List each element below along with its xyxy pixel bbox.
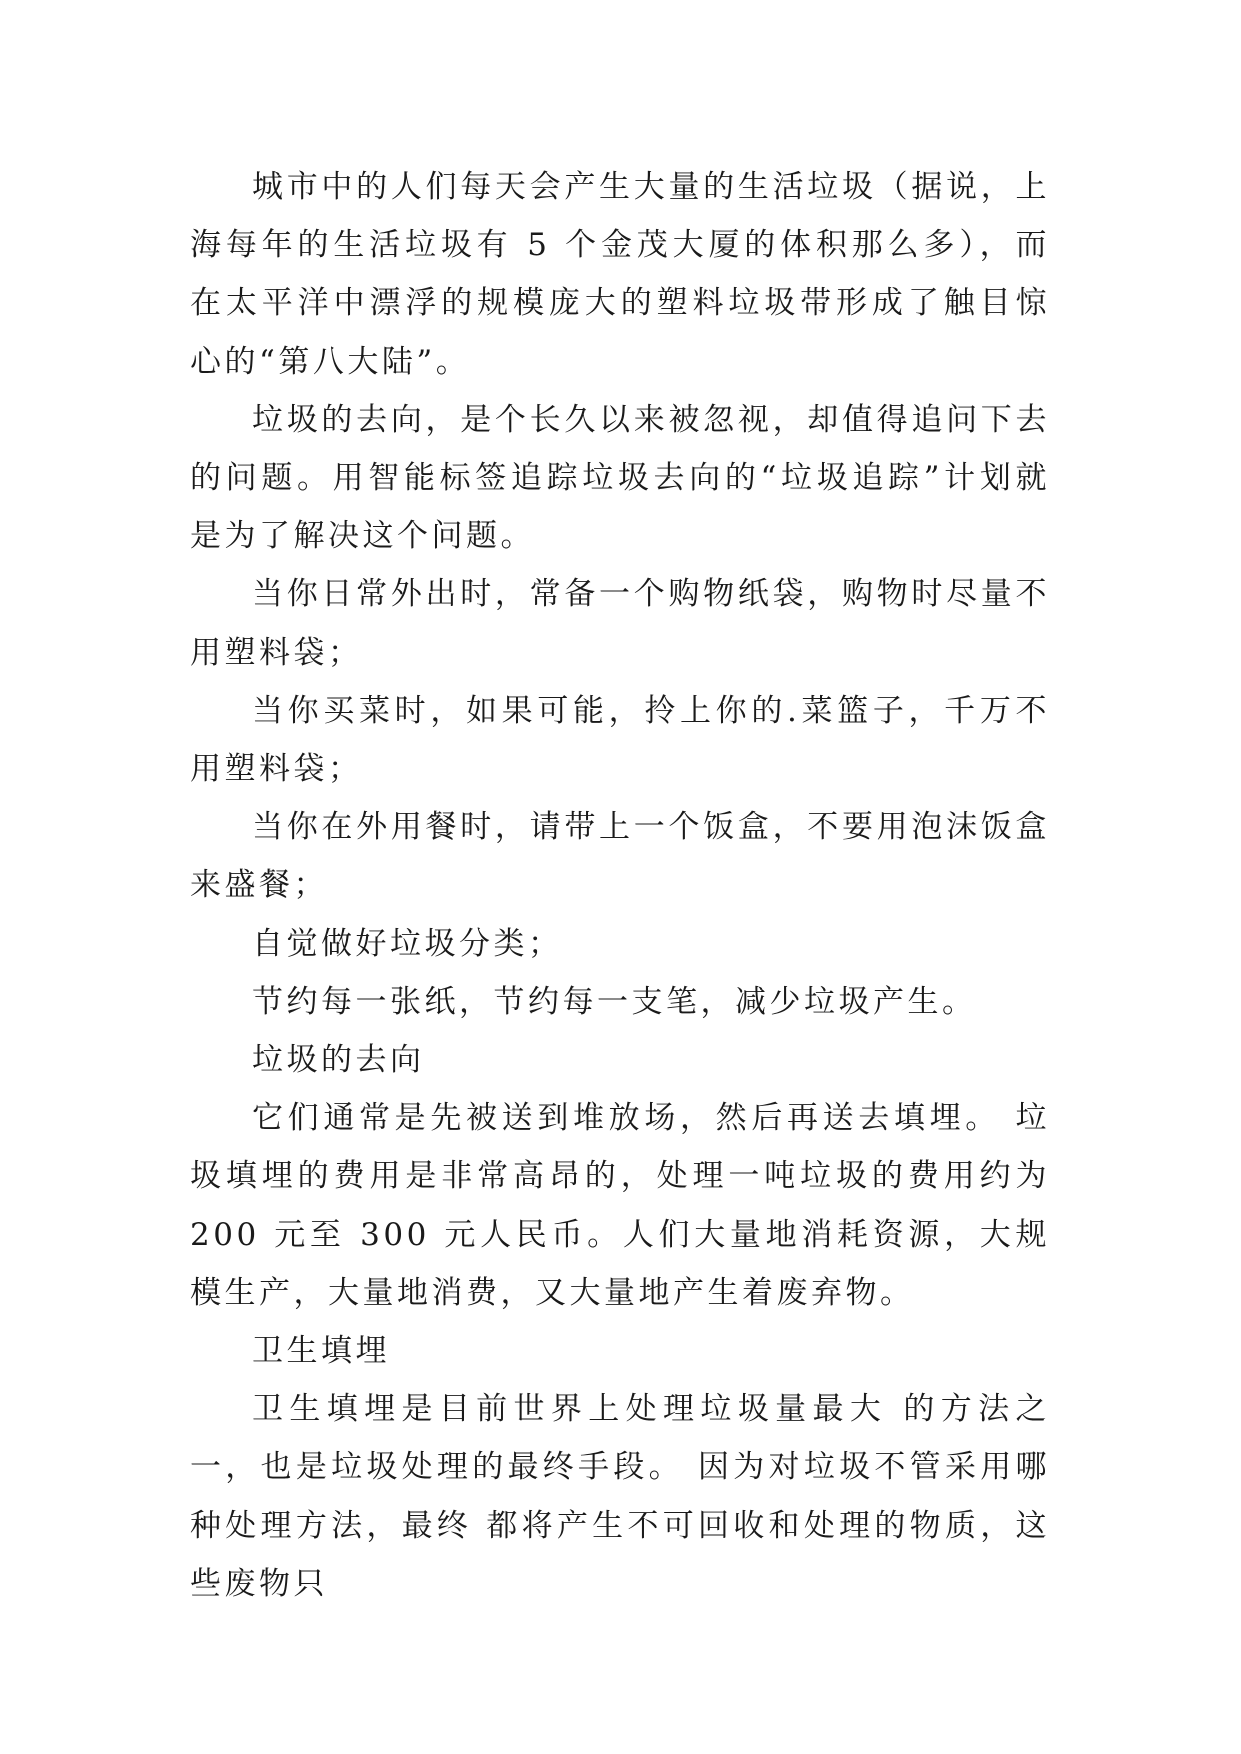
paragraph-intro: 城市中的人们每天会产生大量的生活垃圾（据说，上海每年的生活垃圾有 5 个金茂大厦的体积那么多），而在太平洋中漂浮的规模庞大的塑料垃圾带形成了触目惊心的“第八大陆”。 [190,169,1050,380]
paragraph-landfill: 卫生填埋是目前世界上处理垃圾量最大 的方法之一，也是垃圾处理的最终手段。 因为对垃圾不管采用哪种处理方法，最终 都将产生不可回收和处理的物质，这些废物只 [190,1391,1050,1602]
paragraph-tip-shopping: 当你日常外出时，常备一个购物纸袋，购物时尽量不用塑料袋； [190,576,1050,671]
paragraph-tip-sorting: 自觉做好垃圾分类； [252,925,563,962]
section-heading-destination: 垃圾的去向 [252,1042,425,1079]
section-heading-landfill: 卫生填埋 [252,1333,390,1370]
paragraph-tip-saving: 节约每一张纸，节约每一支笔，减少垃圾产生。 [252,983,977,1020]
paragraph-destination: 它们通常是先被送到堆放场，然后再送去填埋。 垃圾填埋的费用是非常高昂的，处理一吨垃圾的费用约为 200 元至 300 元人民币。人们大量地消耗资源，大规模生产，大量地消费，又大量地产生着废弃物。 [190,1100,1050,1311]
paragraph-question: 垃圾的去向，是个长久以来被忽视，却值得追问下去的问题。用智能标签追踪垃圾去向的“垃圾追踪”计划就是为了解决这个问题。 [190,401,1050,555]
paragraph-tip-dining: 当你在外用餐时，请带上一个饭盒，不要用泡沫饭盒来盛餐； [190,809,1050,904]
paragraph-tip-groceries: 当你买菜时，如果可能，拎上你的.菜篮子，千万不用塑料袋； [190,692,1050,788]
document-body [190,158,1050,1613]
